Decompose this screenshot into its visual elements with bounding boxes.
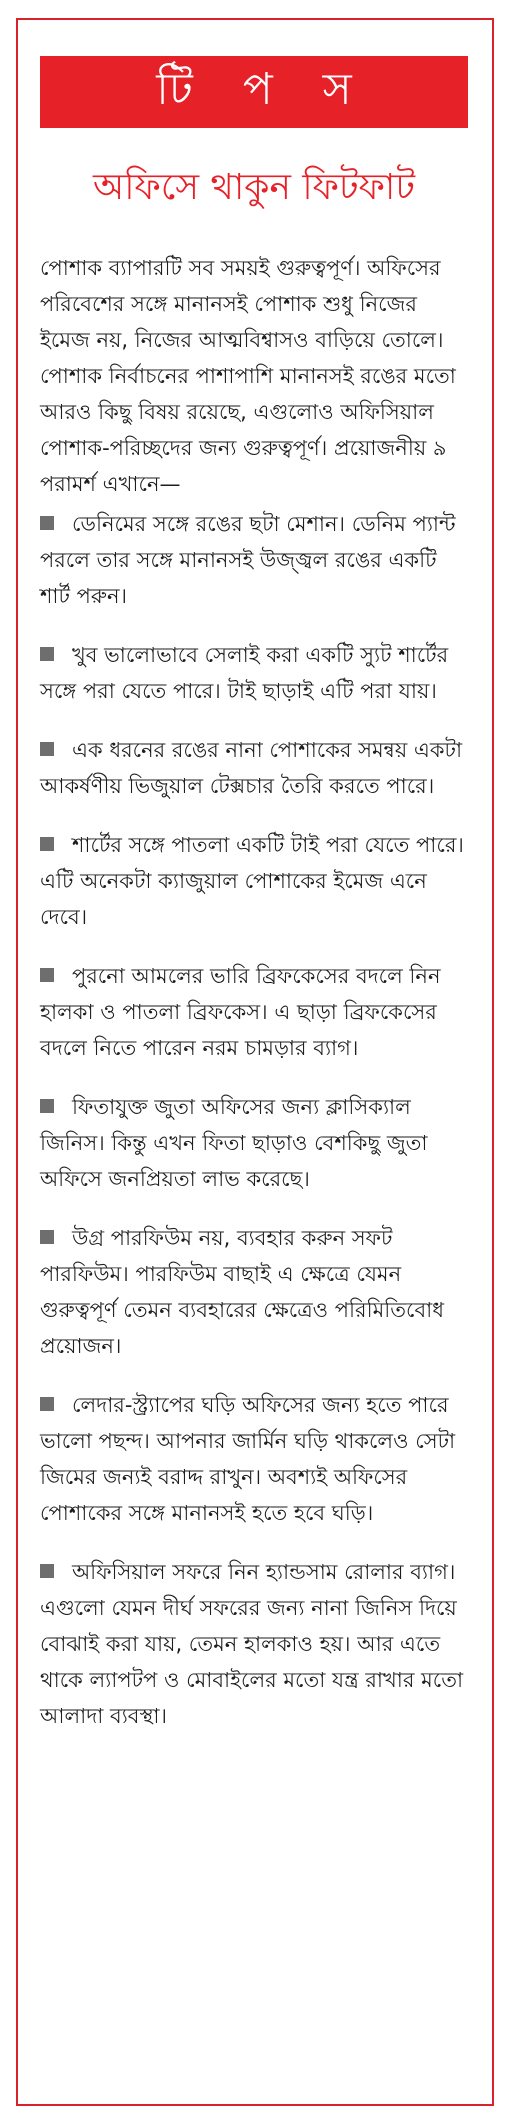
square-bullet-icon	[40, 1564, 54, 1578]
article-headline: অফিসে থাকুন ফিটফাট	[93, 167, 415, 208]
square-bullet-icon	[40, 516, 54, 530]
tip-item	[40, 637, 468, 709]
tip-item	[40, 827, 468, 935]
tip-text: লেদার-স্ট্র্যাপের ঘড়ি অফিসের জন্য হতে পারে ভালো পছন্দ। আপনার জার্মিন ঘড়ি থাকলেও সেটা জিমের জন্যই বরাদ্দ রাখুন। অবশ্যই অফিসের পোশাকের সঙ্গে মানানসই হতে হবে ঘড়ি।	[40, 1393, 456, 1525]
square-bullet-icon	[40, 1230, 54, 1244]
tip-text: পুরনো আমলের ভারি ব্রিফকেসের বদলে নিন হালকা ও পাতলা ব্রিফকেস। এ ছাড়া ব্রিফকেসের বদলে নিতে পারেন নরম চামড়ার ব্যাগ।	[40, 964, 441, 1060]
tips-banner	[40, 56, 468, 128]
tip-text: অফিসিয়াল সফরে নিন হ্যান্ডসাম রোলার ব্যাগ। এগুলো যেমন দীর্ঘ সফরের জন্য নানা জিনিস দিয়ে বোঝাই করা যায়, তেমন হালকাও হয়। আর এতে থাকে ল্যাপটপ ও মোবাইলের মতো যন্ত্র রাখার মতো আলাদা ব্যবস্থা।	[40, 1560, 464, 1728]
square-bullet-icon	[40, 647, 54, 661]
square-bullet-icon	[40, 1397, 54, 1411]
tip-item	[40, 506, 468, 614]
tip-text: খুব ভালোভাবে সেলাই করা একটি স্যুট শার্টের সঙ্গে পরা যেতে পারে। টাই ছাড়াই এটি পরা যায়।	[40, 643, 449, 703]
square-bullet-icon	[40, 837, 54, 851]
article-body	[40, 250, 468, 1757]
tip-text: ডেনিমের সঙ্গে রঙের ছটা মেশান। ডেনিম প্যান্ট পরলে তার সঙ্গে মানানসই উজ্জ্বল রঙের একটি শার্ট পরুন।	[40, 512, 456, 608]
intro-paragraph: পোশাক ব্যাপারটি সব সময়ই গুরুত্বপূর্ণ। অফিসের পরিবেশের সঙ্গে মানানসই পোশাক শুধু নিজের ইমেজ নয়, নিজের আত্মবিশ্বাসও বাড়িয়ে তোলে। পোশাক নির্বাচনের পাশাপাশি মানানসই রঙের মতো আরও কিছু বিষয় রয়েছে, এগুলোও অফিসিয়াল পোশাক-পরিচ্ছদের জন্য গুরুত্বপূর্ণ। প্রয়োজনীয় ৯ পরামর্শ এখানে—	[40, 256, 456, 496]
tip-item	[40, 1220, 468, 1364]
banner-title: টি প স	[156, 63, 370, 115]
tip-text: ফিতাযুক্ত জুতা অফিসের জন্য ক্লাসিক্যাল জিনিস। কিন্তু এখন ফিতা ছাড়াও বেশকিছু জুতা অফিসে জনপ্রিয়তা লাভ করেছে।	[40, 1095, 428, 1191]
square-bullet-icon	[40, 1099, 54, 1113]
tip-item	[40, 1387, 468, 1531]
tip-text: উগ্র পারফিউম নয়, ব্যবহার করুন সফট পারফিউম। পারফিউম বাছাই এ ক্ষেত্রে যেমন গুরুত্বপূর্ণ তেমন ব্যবহারের ক্ষেত্রেও পরিমিতিবোধ প্রয়োজন।	[40, 1226, 445, 1358]
tip-item	[40, 1089, 468, 1197]
tip-item	[40, 958, 468, 1066]
square-bullet-icon	[40, 742, 54, 756]
tip-text: এক ধরনের রঙের নানা পোশাকের সমন্বয় একটা আকর্ষণীয় ভিজুয়াল টেক্সচার তৈরি করতে পারে।	[40, 738, 463, 798]
square-bullet-icon	[40, 968, 54, 982]
tip-item	[40, 1554, 468, 1734]
tip-item	[40, 732, 468, 804]
tip-text: শার্টের সঙ্গে পাতলা একটি টাই পরা যেতে পারে। এটি অনেকটা ক্যাজুয়াল পোশাকের ইমেজ এনে দেবে।	[40, 833, 464, 929]
